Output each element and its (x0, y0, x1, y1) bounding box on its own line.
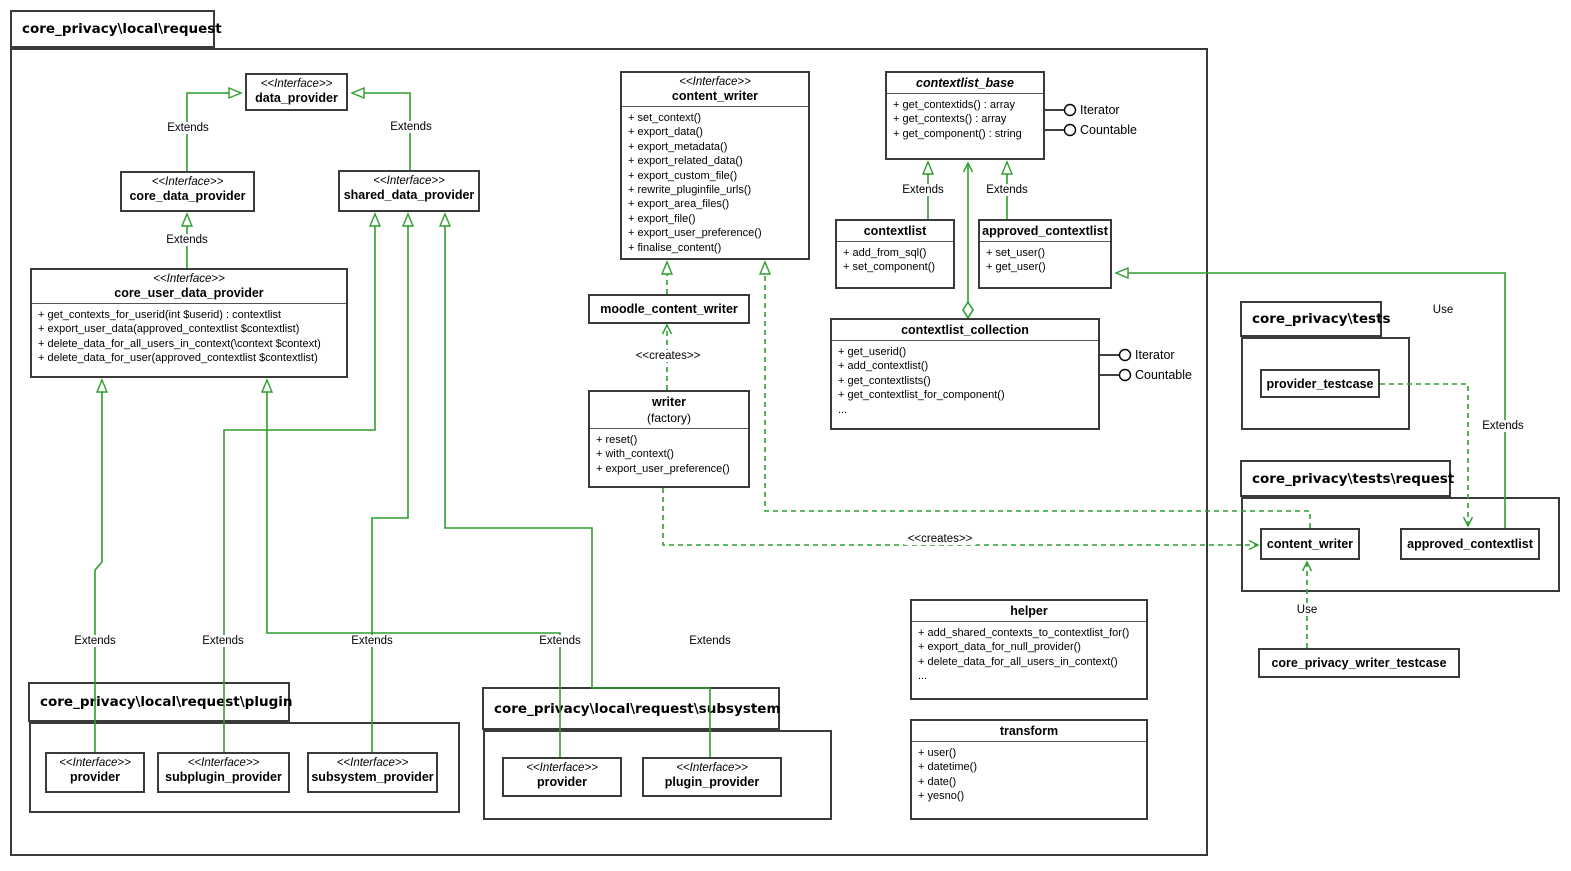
class-name: data_provider (255, 91, 338, 105)
method-list: + get_contextids() : array + get_contexts() : array + get_component() : string (893, 99, 1022, 140)
iterator-label: Iterator (1080, 103, 1120, 117)
class-name: helper (1010, 604, 1048, 618)
class-subsystem-plugin-provider (642, 757, 782, 797)
countable-label: Countable (1080, 123, 1137, 137)
class-approved-contextlist (978, 219, 1112, 289)
class-subsystem-provider (307, 752, 438, 793)
class-name: content_writer (1266, 537, 1354, 551)
package-title: core_privacy\local\request\subsystem (494, 700, 781, 717)
lollipop-iterator-contextlist-base (1065, 105, 1076, 116)
class-name: subplugin_provider (165, 770, 282, 784)
stereotype: <<Interface>> (187, 757, 260, 769)
lollipop-countable-contextlist-base (1065, 125, 1076, 136)
method-list: + user() + datetime() + date() + yesno() (918, 747, 977, 803)
stereotype: <<Interface>> (336, 757, 409, 769)
creates-label: <<creates>> (905, 533, 976, 545)
class-helper (910, 599, 1148, 700)
extends-label: Extends (1479, 420, 1527, 432)
stereotype: <<Interface>> (151, 176, 224, 188)
class-name: core_privacy_writer_testcase (1271, 656, 1447, 670)
extends-label: Extends (387, 121, 435, 133)
class-contextlist (835, 219, 955, 289)
extends-label: Extends (983, 184, 1031, 196)
iterator-label: Iterator (1135, 348, 1175, 362)
method-list: + set_user() + get_user() (986, 247, 1046, 274)
class-name: shared_data_provider (343, 188, 475, 202)
aggregation-diamond (963, 302, 973, 318)
class-name: core_user_data_provider (114, 286, 264, 300)
extends-label: Extends (71, 635, 119, 647)
package-title: core_privacy\local\request (22, 21, 222, 37)
stereotype: <<Interface>> (679, 76, 751, 88)
class-writer (588, 390, 750, 488)
class-test-content-writer (1260, 528, 1360, 560)
class-subsystem-provider-iface (502, 757, 622, 797)
class-core-privacy-writer-testcase (1258, 648, 1460, 678)
extends-label: Extends (686, 635, 734, 647)
extends-label: Extends (348, 635, 396, 647)
stereotype: <<Interface>> (260, 78, 333, 90)
class-content-writer (620, 71, 810, 260)
class-contextlist-collection (830, 318, 1100, 430)
class-name: moodle_content_writer (600, 302, 738, 316)
class-shared-data-provider (338, 170, 480, 212)
stereotype: <<Interface>> (373, 175, 445, 187)
stereotype: <<Interface>> (59, 757, 131, 769)
class-name: contextlist (863, 224, 927, 238)
extends-subsystem-provider-iface-to-shared-data-provider (372, 214, 408, 752)
method-list: + get_contexts_for_userid(int $userid) : contextlist + export_user_data(approved_contextlist $contextlist) + delete_data_for_all_users_in_context(\context $context) + delete_data_for_user(approved_contextlist $contextlist) (38, 309, 321, 365)
package-title: core_privacy\local\request\plugin (40, 694, 293, 710)
class-name: approved_contextlist (1407, 537, 1533, 551)
class-name: plugin_provider (664, 775, 760, 789)
class-contextlist-base (885, 71, 1045, 160)
creates-label: <<creates>> (633, 350, 704, 362)
class-name: provider_testcase (1266, 376, 1374, 391)
class-name: writer (651, 395, 687, 409)
class-moodle-content-writer (588, 294, 750, 324)
extends-plugin-provider-to-core-user-data-provider (95, 380, 102, 752)
class-name: transform (999, 724, 1059, 738)
class-name: core_data_provider (129, 189, 246, 203)
method-list: + add_from_sql() + set_component() (843, 247, 936, 274)
class-name: provider (69, 770, 120, 784)
class-test-approved-contextlist (1400, 528, 1540, 560)
class-core-user-data-provider (30, 268, 348, 378)
lollipop-countable-contextlist-collection (1120, 370, 1131, 381)
class-subtitle: (factory) (646, 411, 691, 425)
class-name: contextlist_base (916, 76, 1014, 90)
countable-label: Countable (1135, 368, 1192, 382)
method-list: + get_userid() + add_contextlist() + get_contextlists() + get_contextlist_for_component() ... (838, 346, 1005, 416)
class-plugin-provider (45, 752, 145, 793)
class-name: approved_contextlist (982, 224, 1108, 238)
method-list: + reset() + with_context() + export_user_preference() (596, 434, 730, 475)
method-list: + add_shared_contexts_to_contextlist_for() + export_data_for_null_provider() + delete_data_for_all_users_in_context() ... (918, 627, 1130, 683)
class-core-data-provider (120, 171, 255, 212)
extends-label: Extends (163, 234, 211, 246)
stereotype: <<Interface>> (676, 762, 748, 774)
class-name: content_writer (671, 89, 759, 103)
class-data-provider (245, 73, 348, 111)
class-provider-testcase (1260, 369, 1380, 398)
extends-label: Extends (536, 635, 584, 647)
package-title: core_privacy\tests (1252, 311, 1391, 327)
use-provider-testcase-to-test-approved-contextlist (1380, 384, 1468, 526)
extends-label: Extends (899, 184, 947, 196)
class-subplugin-provider (157, 752, 290, 793)
class-transform (910, 719, 1148, 820)
use-label: Use (1294, 604, 1320, 616)
stereotype: <<Interface>> (526, 762, 598, 774)
method-list: + set_context() + export_data() + export_metadata() + export_related_data() + export_custom_file() + rewrite_pluginfile_urls() + export_area_files() + export_file() + export_user_preference() + finalise_content() (628, 112, 762, 254)
class-name: contextlist_collection (901, 323, 1029, 337)
extends-label: Extends (164, 122, 212, 134)
use-label: Use (1430, 304, 1456, 316)
class-name: subsystem_provider (311, 770, 434, 784)
stereotype: <<Interface>> (153, 273, 225, 285)
class-name: provider (536, 775, 587, 789)
package-title: core_privacy\tests\request (1252, 470, 1455, 487)
lollipop-iterator-contextlist-collection (1120, 350, 1131, 361)
extends-label: Extends (199, 635, 247, 647)
extends-subsystem-provider-to-core-user-data-provider (267, 380, 560, 757)
